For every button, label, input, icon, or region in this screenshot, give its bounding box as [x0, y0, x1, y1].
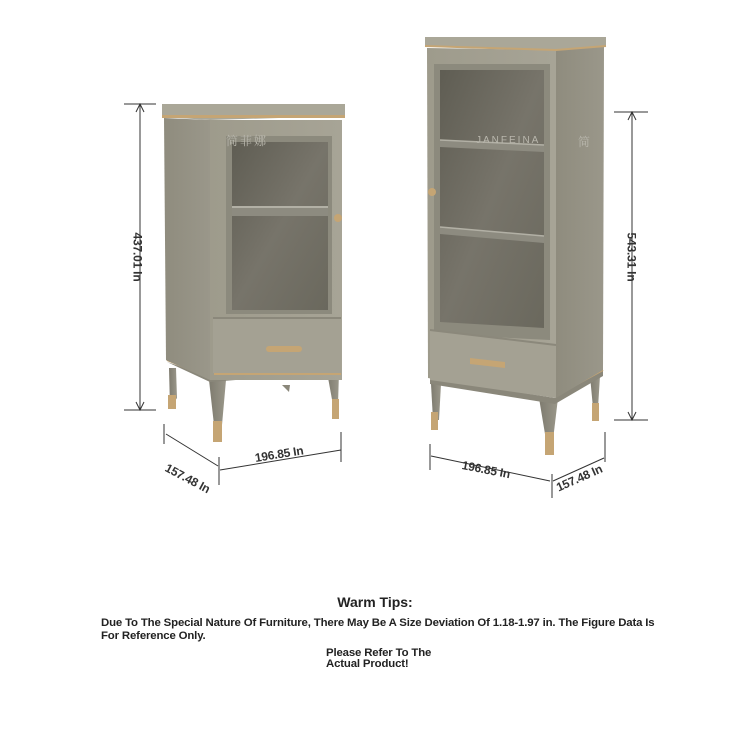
warm-tips-title: Warm Tips: [337, 594, 413, 610]
small-depth-label: 157.48 In [162, 460, 213, 497]
tall-width-label: 196.85 In [460, 458, 512, 482]
tall-depth-label: 157.48 In [554, 461, 605, 495]
watermark-tall-cjk: 简 [578, 135, 593, 149]
warm-tips-body: Due To The Special Nature Of Furniture, There May Be A Size Deviation Of 1.18-1.97 in. The Figure Data Is For Reference Only. [101, 617, 655, 642]
watermark-small: 简菲娜 [226, 134, 269, 148]
tall-cabinet [425, 37, 606, 455]
small-width-label: 196.85 In [253, 443, 305, 465]
small-height-label: 437.01 In [130, 232, 145, 282]
warm-tips-refer: Please Refer To The Actual Product! [326, 647, 432, 670]
small-cabinet [162, 104, 345, 442]
watermark-tall-latin: JANFEINA [476, 135, 541, 146]
tall-height-label: 543.31 In [624, 232, 639, 282]
